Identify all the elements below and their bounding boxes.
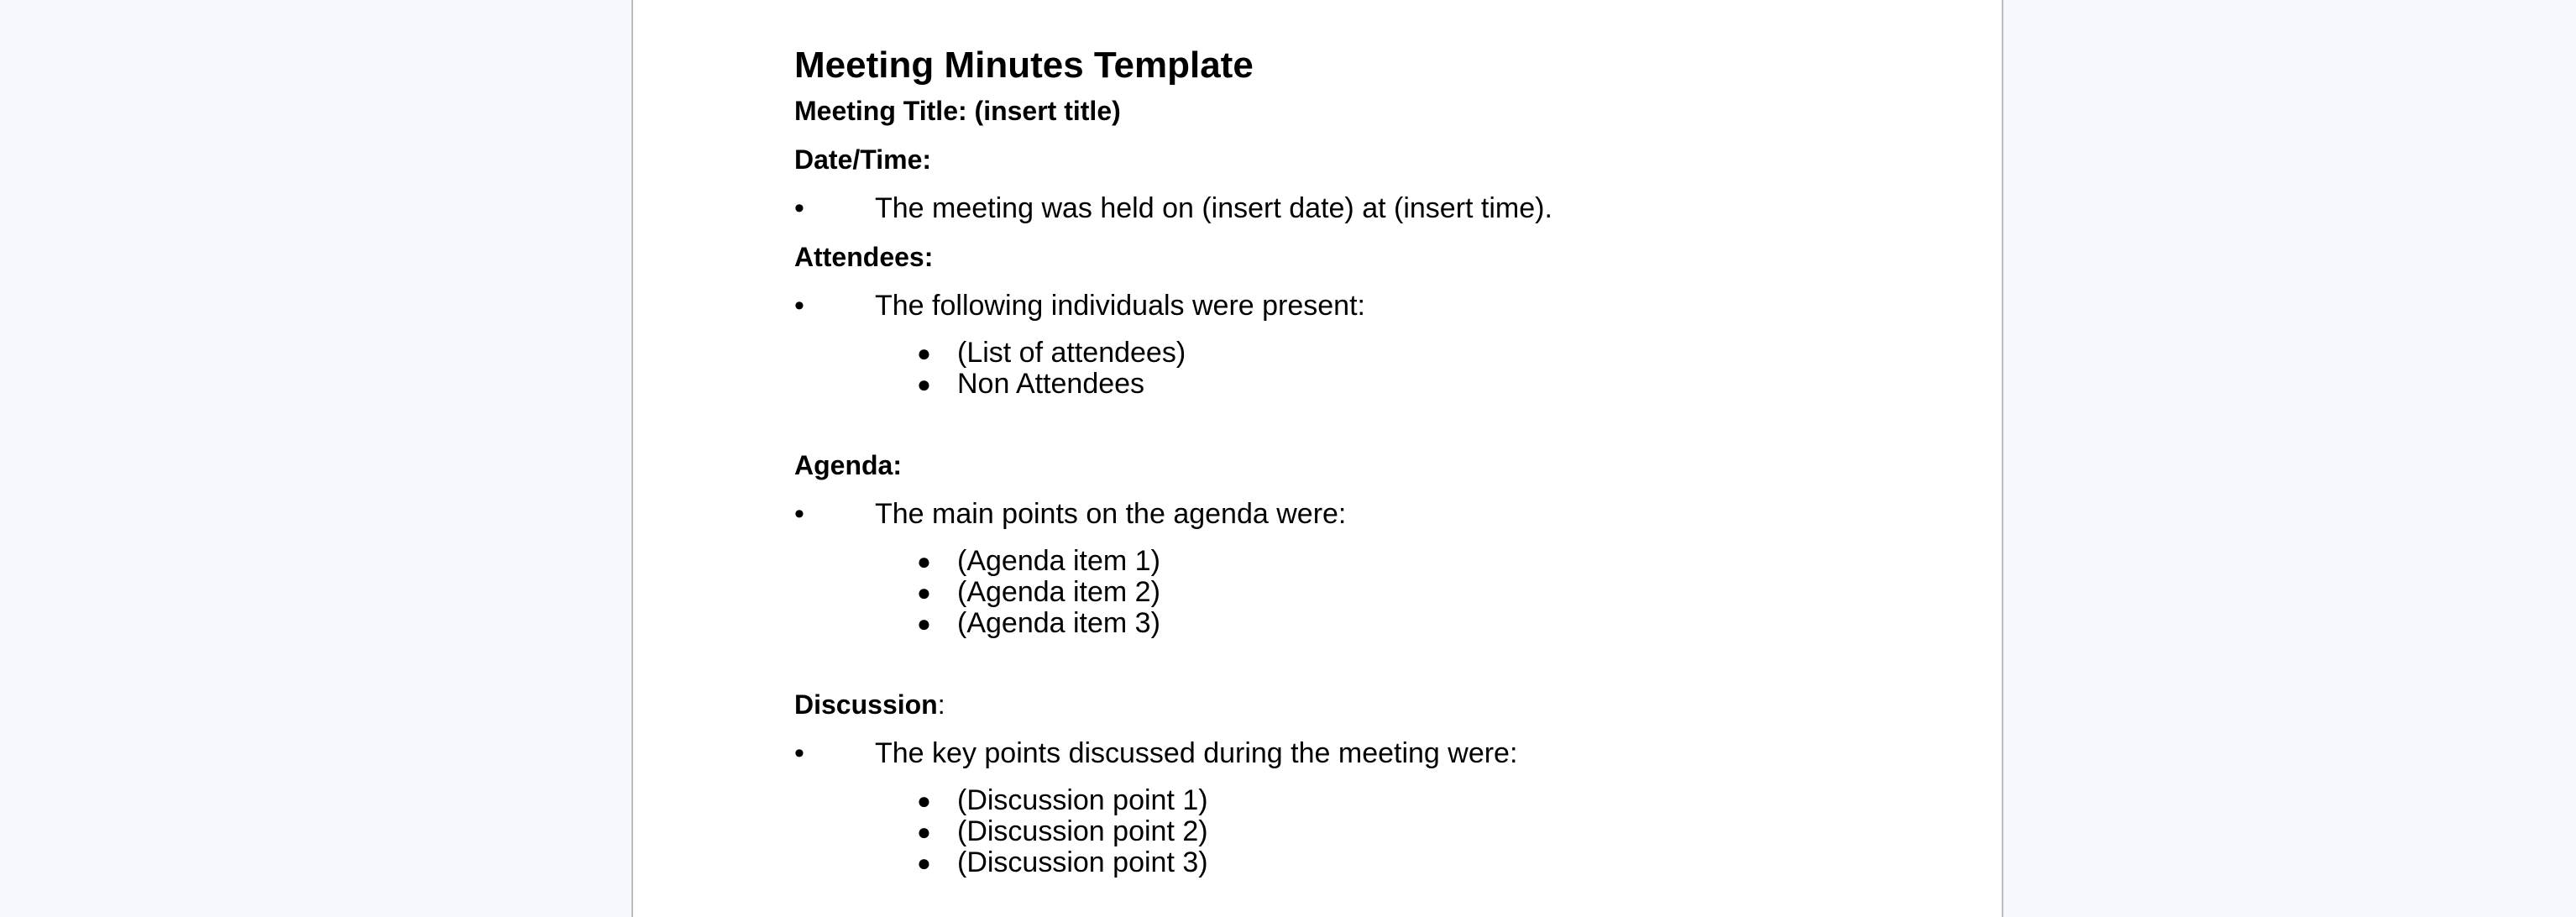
discussion-heading xyxy=(794,686,1886,723)
attendees-list xyxy=(917,338,1886,400)
list-bullet: ● xyxy=(917,548,931,574)
list-item-text: Non Attendees xyxy=(957,368,1145,400)
list-bullet: ● xyxy=(917,819,931,845)
discussion-text: The key points discussed during the meeting were: xyxy=(875,737,1518,769)
list-item xyxy=(917,577,1886,608)
list-item xyxy=(917,338,1886,369)
agenda-paragraph xyxy=(794,495,1886,532)
meeting-title-heading: Meeting Title: (insert title) xyxy=(794,96,1121,126)
list-item xyxy=(917,785,1886,816)
list-item xyxy=(917,608,1886,639)
datetime-text: The meeting was held on (insert date) at (insert time). xyxy=(875,192,1552,224)
agenda-heading: Agenda: xyxy=(794,450,902,480)
list-item-text: (Discussion point 3) xyxy=(957,846,1208,878)
attendees-text: The following individuals were present: xyxy=(875,290,1365,322)
list-item-text: (Agenda item 1) xyxy=(957,545,1160,577)
list-bullet: ● xyxy=(917,579,931,605)
document-title: Meeting Minutes Template xyxy=(794,45,1254,86)
datetime-heading: Date/Time: xyxy=(794,144,932,175)
list-bullet: ● xyxy=(917,850,931,876)
list-item-text: (Agenda item 3) xyxy=(957,607,1160,639)
list-bullet: ● xyxy=(917,788,931,814)
agenda-text: The main points on the agenda were: xyxy=(875,498,1347,530)
bullet-mark: • xyxy=(794,498,804,530)
discussion-list xyxy=(917,785,1886,878)
document-page[interactable] xyxy=(631,0,2003,917)
discussion-heading-label: Discussion xyxy=(794,689,938,720)
attendees-heading: Attendees: xyxy=(794,242,934,272)
agenda-list xyxy=(917,546,1886,639)
attendees-paragraph xyxy=(794,287,1886,324)
bullet-mark: • xyxy=(794,737,804,769)
discussion-paragraph xyxy=(794,735,1886,772)
document-content xyxy=(794,40,1886,878)
list-item xyxy=(917,546,1886,577)
list-item xyxy=(917,847,1886,878)
list-bullet: ● xyxy=(917,340,931,366)
bullet-mark: • xyxy=(794,192,804,224)
list-item-text: (List of attendees) xyxy=(957,337,1186,369)
list-item-text: (Discussion point 1) xyxy=(957,784,1208,816)
list-item xyxy=(917,816,1886,847)
list-item xyxy=(917,369,1886,400)
list-item-text: (Discussion point 2) xyxy=(957,815,1208,847)
list-bullet: ● xyxy=(917,371,931,397)
bullet-mark: • xyxy=(794,290,804,322)
datetime-paragraph xyxy=(794,190,1886,227)
list-item-text: (Agenda item 2) xyxy=(957,576,1160,608)
list-bullet: ● xyxy=(917,610,931,637)
discussion-heading-colon: : xyxy=(937,689,945,720)
